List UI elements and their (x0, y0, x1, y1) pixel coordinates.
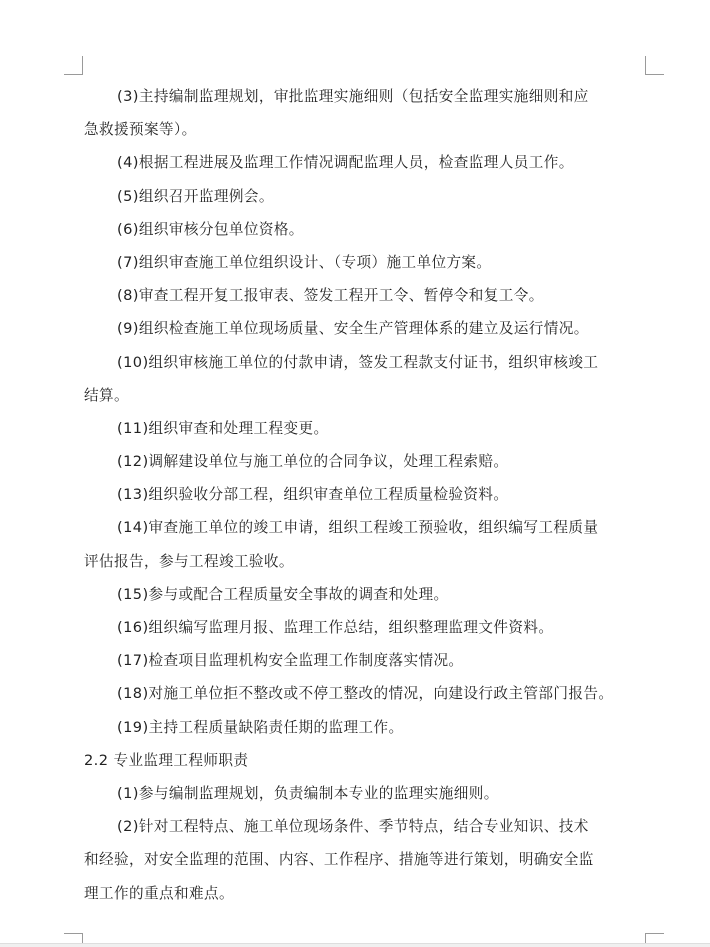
text-line: 急救援预案等）。 (84, 121, 197, 139)
page-bottom-edge (0, 943, 710, 947)
text-line: (19)主持工程质量缺陷责任期的监理工作。 (117, 718, 404, 736)
top-right-margin-marker (645, 56, 664, 75)
text-line: (12)调解建设单位与施工单位的合同争议，处理工程索赔。 (117, 453, 509, 471)
text-line: (13)组织验收分部工程，组织审查单位工程质量检验资料。 (117, 486, 509, 504)
text-line: (8)审查工程开复工报审表、签发工程开工令、暂停令和复工令。 (117, 287, 544, 305)
text-line: (16)组织编写监理月报、监理工作总结，组织整理监理文件资料。 (117, 619, 554, 636)
text-line: (10)组织审核施工单位的付款申请，签发工程款支付证书，组织审核竣工 (117, 353, 599, 371)
text-line: (11)组织审查和处理工程变更。 (117, 419, 329, 437)
text-line: 理工作的重点和难点。 (84, 884, 234, 902)
text-line: (14)审查施工单位的竣工申请，组织工程竣工预验收，组织编写工程质量 (117, 519, 599, 537)
section-heading: 2.2 专业监理工程师职责 (84, 751, 249, 769)
document-body[interactable] (84, 80, 658, 910)
text-line: (17)检查项目监理机构安全监理工作制度落实情况。 (117, 652, 464, 670)
text-line: (9)组织检查施工单位现场质量、安全生产管理体系的建立及运行情况。 (117, 320, 589, 338)
text-line: (15)参与或配合工程质量安全事故的调查和处理。 (117, 585, 449, 603)
text-line: 结算。 (84, 386, 129, 404)
text-line: (2)针对工程特点、施工单位现场条件、季节特点，结合专业知识、技术 (117, 818, 589, 836)
text-line: 评估报告，参与工程竣工验收。 (84, 552, 294, 570)
text-line: (5)组织召开监理例会。 (117, 187, 274, 205)
text-line: (3)主持编制监理规划，审批监理实施细则（包括安全监理实施细则和应 (117, 88, 589, 105)
text-line: 和经验，对安全监理的范围、内容、工作程序、措施等进行策划，明确安全监 (84, 851, 594, 869)
text-line: (18)对施工单位拒不整改或不停工整改的情况，向建设行政主管部门报告。 (117, 685, 614, 703)
text-line: (1)参与编制监理规划，负责编制本专业的监理实施细则。 (117, 784, 499, 802)
text-line: (4)根据工程进展及监理工作情况调配监理人员，检查监理人员工作。 (117, 154, 574, 172)
text-line: (6)组织审核分包单位资格。 (117, 220, 304, 238)
top-left-margin-marker (64, 56, 83, 75)
text-line: (7)组织审查施工单位组织设计、（专项）施工单位方案。 (117, 253, 492, 271)
